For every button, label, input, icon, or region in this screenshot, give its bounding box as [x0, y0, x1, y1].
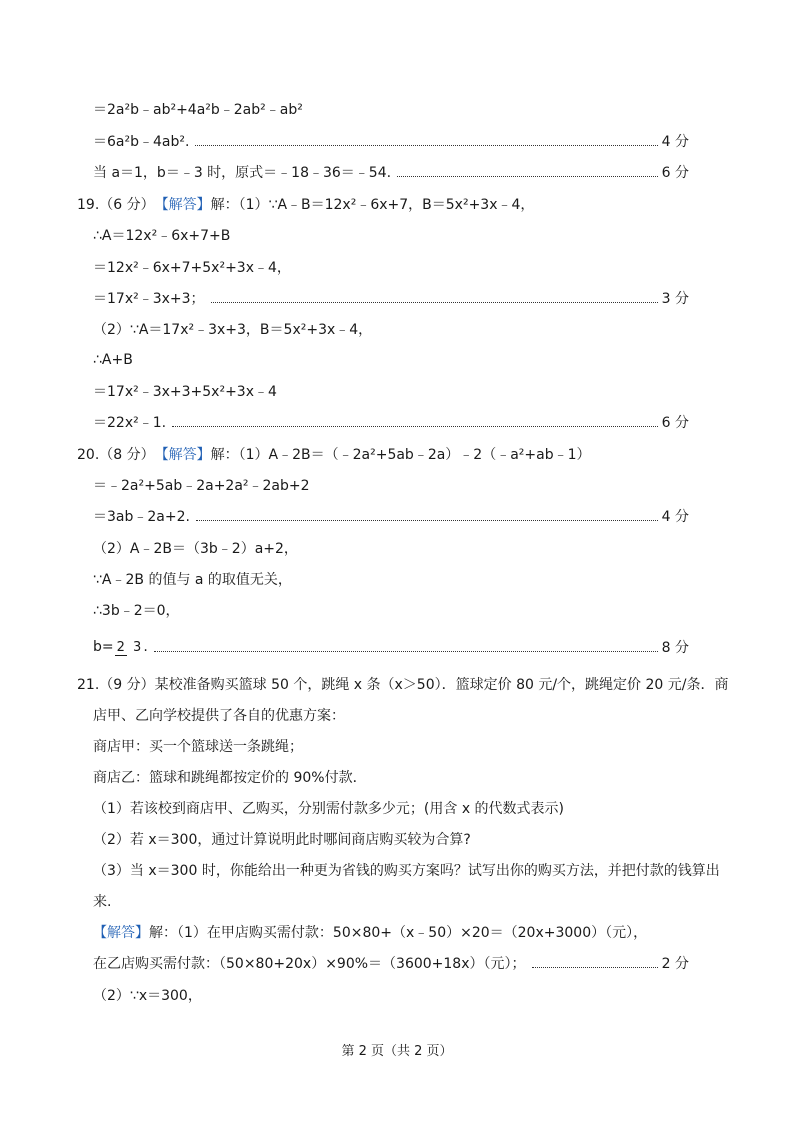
- line-text: （3）当 x＝300 时，你能给出一种更为省钱的购买方案吗？试写出你的购买方法，并把付款的钱算出: [93, 863, 720, 879]
- score: 2 分: [661, 956, 689, 972]
- line-text: ∵A﹣2B 的值与 a 的取值无关，: [93, 572, 292, 588]
- solution-line: [0, 952, 794, 974]
- dotted-leader: [211, 302, 658, 303]
- line-text: 21.（9 分）某校准备购买篮球 50 个，跳绳 x 条（x＞50）．篮球定价 80 元/个，跳绳定价 20 元/条．商: [77, 677, 729, 693]
- line-text: ＝6a²b﹣4ab².: [93, 134, 190, 150]
- solution-line: [0, 256, 794, 278]
- solution-line: [0, 599, 794, 621]
- dotted-leader: [172, 426, 658, 427]
- page-footer: 第 2 页（共 2 页）: [341, 1044, 453, 1059]
- q20-intro: 解：（1）A﹣2B＝（﹣2a²+5ab﹣2a）﹣2（﹣a²+ab﹣1）: [210, 447, 591, 463]
- line-text: 来.: [93, 894, 112, 910]
- q21-text: [0, 766, 794, 788]
- solution-line: [0, 921, 794, 943]
- solution-line: [0, 474, 794, 496]
- q21-text: [0, 890, 794, 912]
- line-text: 店甲、乙向学校提供了各自的优惠方案：: [93, 708, 345, 724]
- line-text: 商店乙：篮球和跳绳都按定价的 90%付款．: [93, 770, 367, 786]
- line-text: .: [143, 639, 148, 655]
- score: 4 分: [661, 134, 689, 150]
- score: 6 分: [661, 415, 689, 431]
- answer-label: 【解答】: [154, 447, 211, 463]
- line-text: ＝22x²﹣1.: [93, 415, 167, 431]
- solution-line: [0, 411, 794, 433]
- solution-line: [0, 568, 794, 590]
- q21-text: [0, 828, 794, 850]
- q20-header: [0, 443, 794, 465]
- solution-line: [0, 380, 794, 402]
- line-text: （1）若该校到商店甲、乙购买，分别需付款多少元；(用含 x 的代数式表示): [93, 801, 565, 817]
- line-text: ∴A＝12x²﹣6x+7+B: [93, 228, 231, 244]
- line-text: ∴3b﹣2＝0，: [93, 603, 180, 619]
- q21-text: [0, 673, 794, 695]
- score: 8 分: [661, 640, 689, 656]
- line-text: ＝﹣2a²+5ab﹣2a+2a²﹣2ab+2: [93, 478, 310, 494]
- fraction-numerator: 2: [116, 639, 125, 655]
- score: 3 分: [661, 291, 689, 307]
- solution-line: [0, 287, 794, 309]
- line-text: 在乙店购买需付款：（50×80+20x）×90%＝（3600+18x）（元）；: [93, 956, 526, 972]
- q21-text: [0, 735, 794, 757]
- answer-label: 【解答】: [93, 925, 149, 941]
- q21-text: [0, 859, 794, 881]
- q21-text: [0, 797, 794, 819]
- solution-line: [0, 98, 794, 120]
- answer-label: 【解答】: [154, 197, 211, 213]
- line-text: ＝12x²﹣6x+7+5x²+3x﹣4，: [93, 260, 291, 276]
- solution-line: [0, 984, 794, 1006]
- line-text: ＝17x²﹣3x+3+5x²+3x﹣4: [93, 384, 277, 400]
- line-text: （2）∵x＝300，: [93, 988, 202, 1004]
- line-text: 解：（1）在甲店购买需付款：50×80+（x﹣50）×20＝（20x+3000）（元），: [149, 925, 648, 941]
- q19-header: [0, 193, 794, 215]
- fraction-denominator: 3: [133, 639, 142, 655]
- line-text: ＝2a²b﹣ab²+4a²b﹣2ab²﹣ab²: [93, 102, 303, 118]
- line-text: ∴A+B: [93, 352, 133, 368]
- q20-prefix: 20.（8 分）: [77, 447, 155, 463]
- score: 6 分: [661, 165, 689, 181]
- line-text: （2）∵A＝17x²﹣3x+3，B＝5x²+3x﹣4，: [93, 322, 373, 338]
- line-text: （2）A﹣2B＝（3b﹣2）a+2，: [93, 541, 298, 557]
- dotted-leader: [195, 145, 657, 146]
- dotted-leader: [532, 967, 658, 968]
- line-text: ＝17x²﹣3x+3；: [93, 291, 205, 307]
- dotted-leader: [154, 651, 658, 652]
- dotted-leader: [196, 520, 658, 521]
- solution-line: [0, 318, 794, 340]
- solution-line: [0, 349, 794, 371]
- line-text: b=: [93, 639, 114, 655]
- score: 4 分: [661, 509, 689, 525]
- fraction: [115, 641, 144, 654]
- line-text: 当 a＝1，b＝﹣3 时，原式＝﹣18﹣36＝﹣54.: [93, 165, 392, 181]
- line-text: （2）若 x＝300，通过计算说明此时哪间商店购买较为合算?: [93, 832, 471, 848]
- q19-intro: 解：（1）∵A﹣B＝12x²﹣6x+7，B＝5x²+3x﹣4，: [210, 197, 535, 213]
- solution-line: [0, 161, 794, 183]
- q21-text: [0, 704, 794, 726]
- solution-line: [0, 505, 794, 527]
- solution-line: [0, 537, 794, 559]
- line-text: ＝3ab﹣2a+2.: [93, 509, 190, 525]
- solution-line: [0, 224, 794, 246]
- solution-line: [0, 130, 794, 152]
- line-text: 商店甲：买一个篮球送一条跳绳；: [93, 739, 303, 755]
- solution-line: [0, 630, 794, 664]
- dotted-leader: [397, 176, 658, 177]
- q19-prefix: 19.（6 分）: [77, 197, 155, 213]
